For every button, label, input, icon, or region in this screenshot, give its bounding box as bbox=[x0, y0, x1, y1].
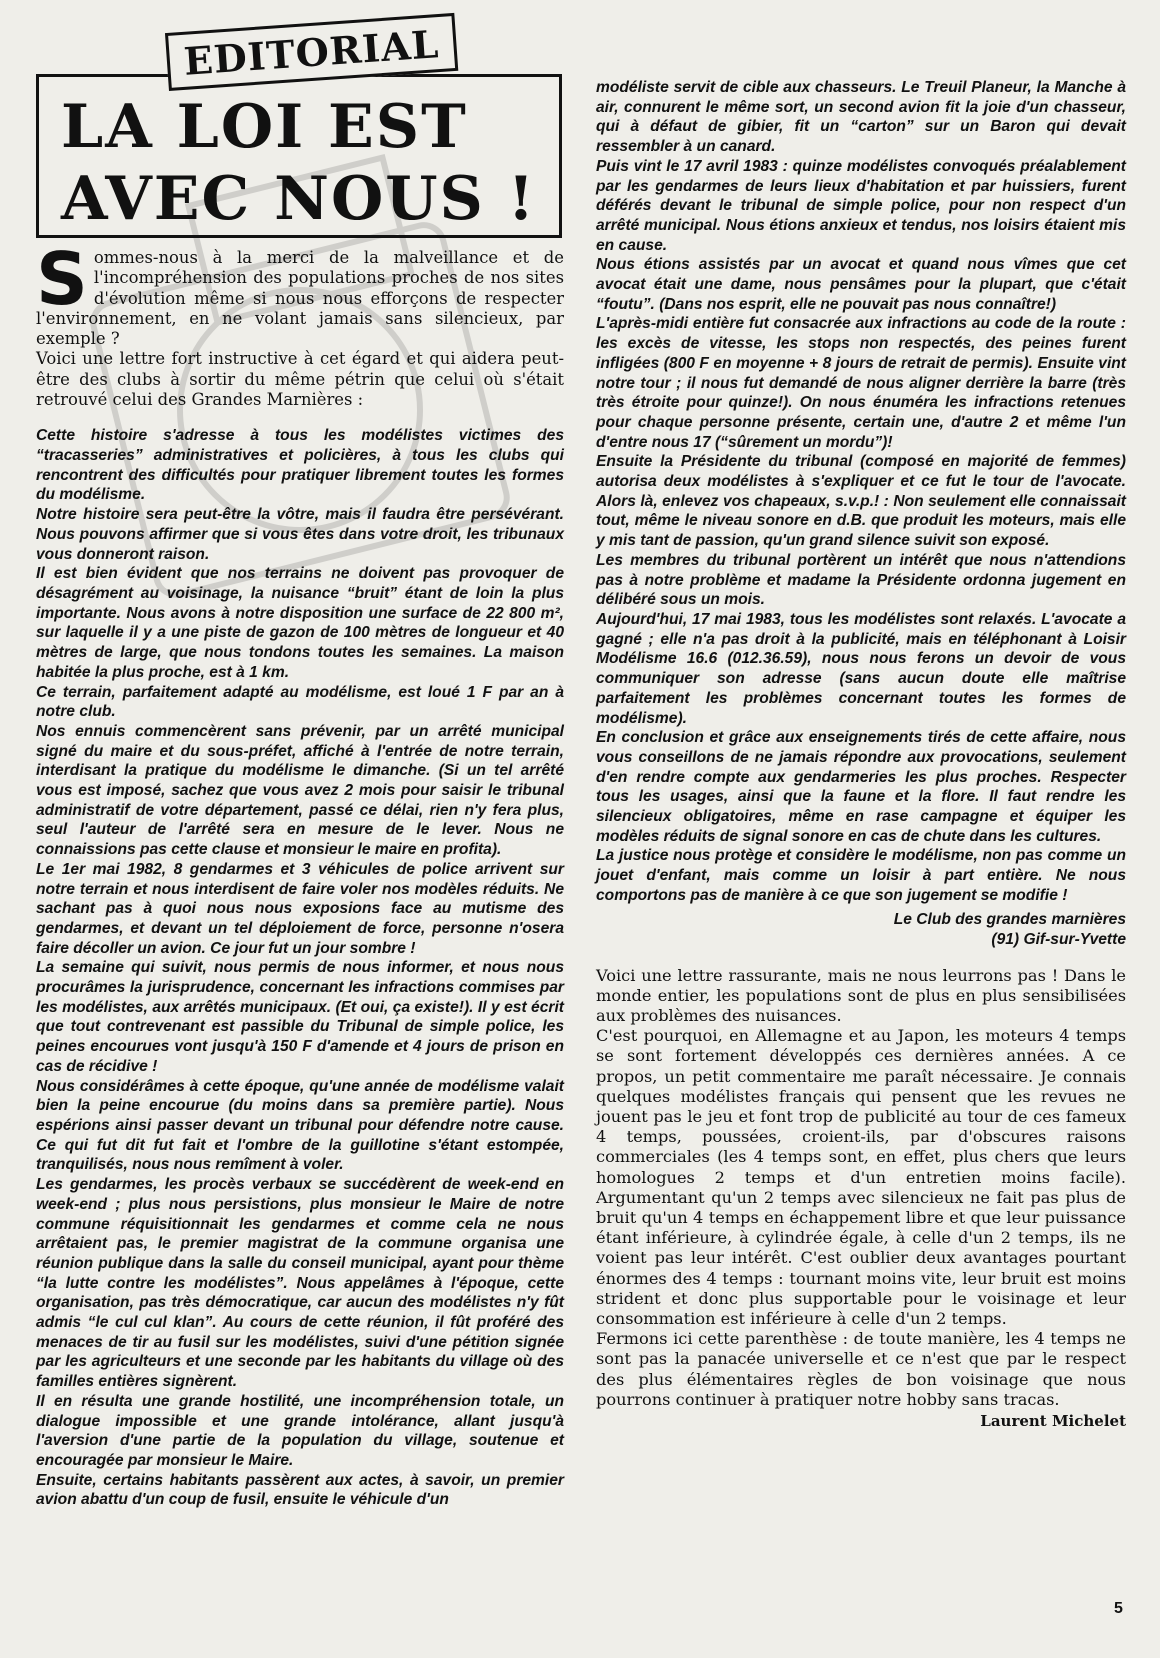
letter-paragraph: Nous considérâmes à cette époque, qu'une année de modélisme valait bien la peine encourue (du moins dans sa première partie). Nous espérions ainsi passer devant un tribunal pour défendre notre cause. Ce qui fut dit fut fait et l'ombre de la guillotine s'étant estompée, tranquilisés, nous nous remîment à voler. bbox=[36, 1077, 564, 1174]
comment-paragraph: C'est pourquoi, en Allemagne et au Japon, les moteurs 4 temps se sont fortement développés ces dernières années. A ce propos, un petit commentaire me paraît nécessaire. Je connais quelques modélistes français qui pensent que les revues ne jouent pas le jeu et font trop de publicité au tour de ces fameux 4 temps, poussées, croient-ils, par d'obscures raisons commerciales (les 4 temps sont, en effet, plus chers que leurs homologues 2 temps et d'un entretien moins facile). Argumentant qu'un 2 temps avec silencieux ne fait pas plus de bruit qu'un 4 temps en échappement libre et que leur puissance étant inférieure, à cylindrée égale, à celle d'un 2 temps, ils ne voient pas leur intérêt. C'est oublier deux avantages pourtant énormes des 4 temps : tournant moins vite, leur bruit est moins strident et donc plus supportable pour le voisinage et leur consommation est inférieure à celle d'un 2 temps. bbox=[596, 1026, 1126, 1328]
letter-paragraph: Nos ennuis commencèrent sans prévenir, par un arrêté municipal signé du maire et du sous-préfet, affiché à l'entrée de notre terrain, interdisant la pratique du modélisme le dimanche. (Si un tel arrêté vous est imposé, sachez que vous avez 2 mois pour saisir le tribunal administratif de votre département, passé ce délai, rien n'y fera plus, seul l'auteur de l'arrêté sera en mesure de le lever. Nous ne connaissions pas cette clause et monsieur le maire en profita). bbox=[36, 722, 564, 859]
letter-paragraph: En conclusion et grâce aux enseignements tirés de cette affaire, nous vous conseillons de ne jamais répondre aux provocations, seulement d'en rendre compte aux gendarmeries les plus proches. Respecter tous les usages, ainsi que la faune et la flore. Il faut rendre les silencieux obligatoires, même en rase campagne et équiper les modèles réduits de signal sonore en cas de chute dans les cultures. bbox=[596, 729, 1126, 845]
letter-paragraph: L'après-midi entière fut consacrée aux infractions au code de la route : les excès de vitesse, les stops non respectés, des peines furent infligées (800 F en moyenne + 8 jours de retrait de permis). Ensuite vint notre tour ; il nous fut demandé de nous aligner derrière la barre (très très étroite pour quinze!). On nous énuméra les infractions retenues pour chaque personne présente, certain une, d'autre 2 et même l'un d'entre nous 17 (“sûrement un mordu”)! bbox=[596, 315, 1126, 451]
drop-cap: S bbox=[36, 237, 88, 321]
letter-paragraph: Les gendarmes, les procès verbaux se succédèrent de week-end en week-end ; plus nous persistions, plus monsieur le Maire de notre commune réquisitionnait les gendarmes et comme cela ne nous arrêtaient pas, le premier magistrat de la commune organisa une réunion publique dans la salle du conseil municipal, ayant pour thème “la lutte contre les modélistes”. Nous appelâmes à l'époque, cette organisation, pas très démocratique, car aucun des modélistes n'y fût admis “le cul cul klan”. Au cours de cette réunion, il fût proféré des menaces de tir au fusil sur les modélistes, suivi d'une pétition signée par les agriculteurs et une seconde par les habitants du village où des familles entières signèrent. bbox=[36, 1176, 564, 1391]
intro-text bbox=[36, 237, 564, 410]
comment-paragraph: Fermons ici cette parenthèse : de toute manière, les 4 temps ne sont pas la panacée universelle et ce n'est que par le respect des plus élémentaires règles de bon voisinage que nous pourrons continuer à pratiquer notre hobby sans tracas. bbox=[596, 1329, 1126, 1409]
author-name: Laurent Michelet bbox=[980, 1412, 1126, 1430]
comment-paragraph: Voici une lettre rassurante, mais ne nous leurrons pas ! Dans le monde entier, les populations sont de plus en plus sensibilisées aux problèmes des nuisances. bbox=[596, 965, 1126, 1025]
letter-text-left bbox=[36, 426, 564, 1510]
letter-signature bbox=[596, 910, 1126, 950]
headline-line-1: LA LOI EST bbox=[61, 92, 468, 162]
letter-paragraph: La justice nous protège et considère le modélisme, non pas comme un jouet d'enfant, mais comme un loisir à part entière. Ne nous comportons pas de manière à ce que son jugement se modifie ! bbox=[596, 847, 1126, 904]
headline bbox=[61, 91, 536, 235]
signature-location: (91) Gif-sur-Yvette bbox=[991, 930, 1126, 948]
letter-paragraph: Puis vint le 17 avril 1983 : quinze modélistes convoqués préalablement par les gendarmes de leurs lieux d'habitation et par huissiers, furent déférés devant le tribunal de simple police, pour non respect d'un arrêté municipal. Nous étions anxieux et tendus, nos loisirs étaient mis en cause. bbox=[596, 157, 1126, 254]
letter-paragraph: Il en résulta une grande hostilité, une incompréhension totale, un dialogue impossible et une grande intolérance, allant jusqu'à l'aversion d'une partie de la population du village, soutenue et encouragée par monsieur le Maire. bbox=[36, 1392, 564, 1469]
intro-paragraph-1 bbox=[36, 237, 564, 349]
letter-paragraph: modéliste servit de cible aux chasseurs. Le Treuil Planeur, la Manche à air, connurent le même sort, un second avion fit la joie d'un chasseur, qui à défaut de gibier, fit un “carton” sur un Baron qui devait ressembler à un canard. bbox=[596, 79, 1126, 156]
letter-paragraph: Le 1er mai 1982, 8 gendarmes et 3 véhicules de police arrivent sur notre terrain et nous interdisent de faire voler nos modèles réduits. Ne sachant pas à quoi nous nous exposions face au mutisme des gendarmes, et devant un tel déploiement de force, personne n'osera faire décoller un avion. Ce jour fut un jour sombre ! bbox=[36, 860, 564, 957]
letter-paragraph: La semaine qui suivit, nous permis de nous informer, et nous nous procurâmes la jurisprudence, concernant les infractions commises par les modélistes, aux arrêtés municipaux. (Et oui, ça existe!). Il y est écrit que tout contrevenant est passible du Tribunal de simple police, les peines encourues vont jusqu'à 150 F d'amende et 4 jours de prison en cas de récidive ! bbox=[36, 959, 564, 1075]
intro-paragraph-2: Voici une lettre fort instructive à cet égard et qui aidera peut-être des clubs à sortir du même pétrin que celui où s'était retrouvé celui des Grandes Marnières : bbox=[36, 349, 564, 410]
letter-paragraph: Ensuite, certains habitants passèrent aux actes, à savoir, un premier avion abattu d'un coup de fusil, ensuite le véhicule d'un bbox=[36, 1471, 564, 1509]
letter-text-right bbox=[596, 78, 1126, 906]
letter-paragraph: Nous étions assistés par un avocat et quand nous vîmes que cet avocat était une dame, nous pensâmes pour la plupart, que c'était “foutu”. (Dans nos esprit, elle ne pouvait pas nous connaître!) bbox=[596, 256, 1126, 313]
letter-paragraph: Ce terrain, parfaitement adapté au modélisme, est loué 1 F par an à notre club. bbox=[36, 683, 564, 721]
letter-paragraph: Il est bien évident que nos terrains ne doivent pas provoquer de désagrément au voisinage, la nuisance “bruit” étant de loin la plus importante. Nous avons à notre disposition une surface de 22 800 m², sur laquelle il y a une piste de gazon de 100 mètres de longueur et 40 mètres de large, que nous tondons toutes les semaines. La maison habitée la plus proche, est à 1 km. bbox=[36, 565, 564, 681]
letter-paragraph: Aujourd'hui, 17 mai 1983, tous les modélistes sont relaxés. L'avocate a gagné ; elle n'a pas droit à la publicité, mais en téléphonant à Loisir Modélisme 16.6 (012.36.59), nous nous ferons un devoir de vous communiquer son adresse (sans aucun doute elle maîtrise parfaitement les problèmes concernant toutes les formes de modélisme). bbox=[596, 610, 1126, 727]
headline-line-2: AVEC NOUS ! bbox=[61, 164, 537, 234]
signature-club-name: Le Club des grandes marnières bbox=[893, 910, 1126, 928]
letter-paragraph: Ensuite la Présidente du tribunal (composé en majorité de femmes) autorisa deux modélistes à s'expliquer et ce fut le tour de l'avocate. Alors là, enlevez vos chapeaux, s.v.p.! : Non seulement elle connaissait tout, même le niveau sonore en d.B. que produit les moteurs, mais elle y mis tant de passion, qu'un grand silence suivit son exposé. bbox=[596, 453, 1126, 550]
intro-paragraph-1-text: ommes-nous à la merci de la malveillance et de l'incompréhension des populations proches de nos sites d'évolution même si nous nous efforçons de respecter l'environnement, en ne volant jamais sans silencieux, par exemple ? bbox=[36, 248, 564, 349]
left-column bbox=[36, 21, 564, 1510]
letter-paragraph: Cette histoire s'adresse à tous les modélistes victimes des “tracasseries” administratives et policières, à tous les clubs qui rencontrent des difficultés pour pratiquer librement toutes les formes du modélisme. bbox=[36, 427, 564, 504]
letter-paragraph: Notre histoire sera peut-être la vôtre, mais il faudra être persévérant. Nous pouvons affirmer que si vous êtes dans votre droit, les tribunaux vous donneront raison. bbox=[36, 506, 564, 563]
editor-comment bbox=[596, 966, 1126, 1410]
page-number: 5 bbox=[1114, 1600, 1123, 1617]
title-box bbox=[36, 21, 562, 238]
kicker-label: EDITORIAL bbox=[165, 13, 458, 91]
right-column bbox=[596, 78, 1126, 1430]
letter-paragraph: Les membres du tribunal portèrent un intérêt que nous n'attendions pas à notre problème et madame la Présidente ordonna jugement en délibéré sous un mois. bbox=[596, 551, 1126, 609]
